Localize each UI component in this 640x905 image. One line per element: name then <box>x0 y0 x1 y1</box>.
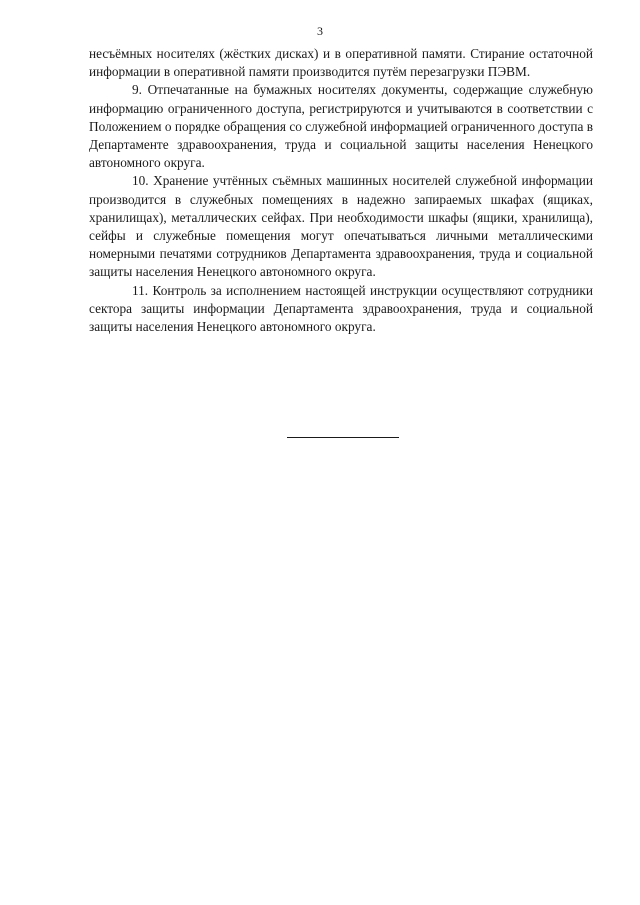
paragraph-9: 9. Отпечатанные на бумажных носителях документы, содержащие служебную информацию ограниченного доступа, регистрируются и учитываются в соответствии с Положением о порядке обращения со служебной информацией ограниченного доступа в Департаменте здравоохранения, труда и социальной защиты населения Ненецкого автономного округа. <box>89 82 593 171</box>
page-number: 3 <box>317 24 323 38</box>
paragraph-11: 11. Контроль за исполнением настоящей инструкции осуществляют сотрудники сектора защиты информации Департамента здравоохранения, труда и социальной защиты населения Ненецкого автономного округа. <box>89 282 593 335</box>
end-separator-line <box>287 437 399 438</box>
paragraph-continuation: несъёмных носителях (жёстких дисках) и в оперативной памяти. Стирание остаточной информации в оперативной памяти производится путём перезагрузки ПЭВМ. <box>89 46 593 80</box>
document-body <box>89 45 593 336</box>
paragraph-10: 10. Хранение учтённых съёмных машинных носителей служебной информации производится в служебных помещениях в надежно запираемых шкафах (ящиках, хранилищах), металлических сейфах. При необходимости шкафы (ящики, хранилища), сейфы и служебные помещения могут опечатываться личными металлическими номерными печатями сотрудников Департамента здравоохранения, труда и социальной защиты населения Ненецкого автономного округа. <box>89 173 593 280</box>
